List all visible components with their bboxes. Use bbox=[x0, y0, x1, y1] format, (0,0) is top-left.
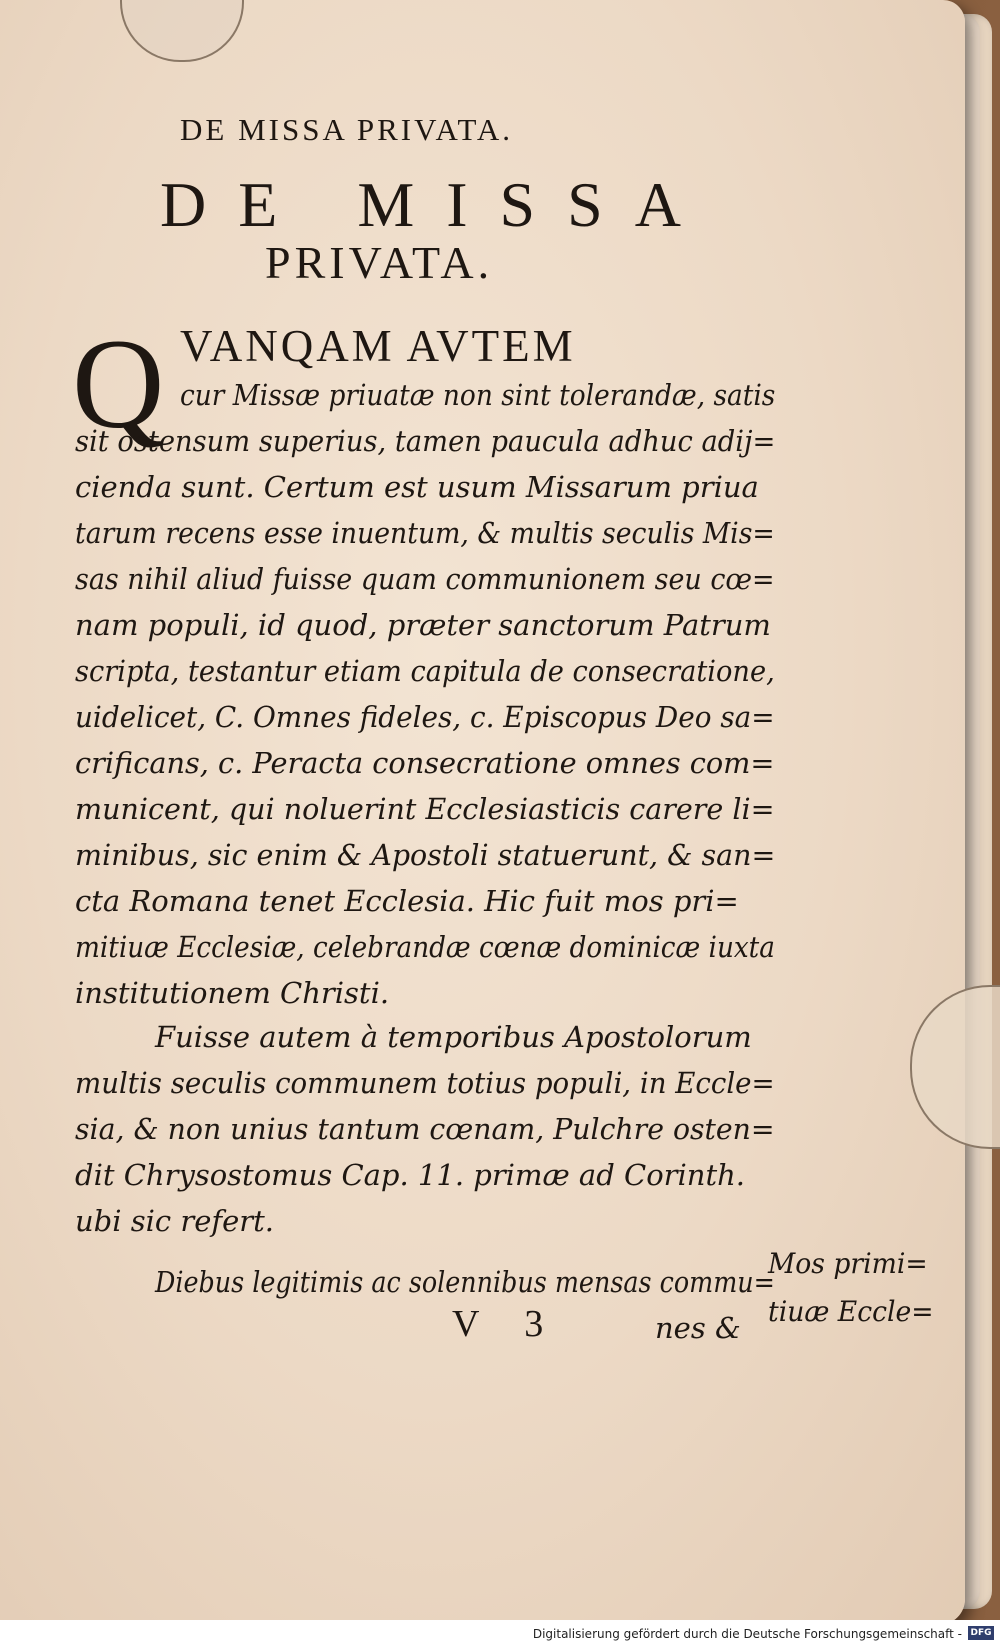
text-line: municent, qui noluerint Ecclesiasticis carere li= bbox=[75, 792, 775, 826]
text-line: mitiuæ Ecclesiæ, celebrandæ cœnæ dominicæ iuxta bbox=[75, 930, 775, 964]
text-line: nam populi, id quod, præter sanctorum Patrum bbox=[75, 608, 771, 642]
title-line-1: DE MISSA bbox=[160, 169, 713, 240]
text-line: dit Chrysostomus Cap. 11. primæ ad Corinth. bbox=[75, 1158, 746, 1192]
text-line: ubi sic refert. bbox=[75, 1204, 275, 1238]
footer-bar bbox=[0, 1620, 1000, 1644]
title-line-2: PRIVATA. bbox=[265, 237, 494, 288]
dfg-logo: DFG bbox=[968, 1626, 994, 1640]
text-line: sas nihil aliud fuisse quam communionem seu cœ= bbox=[75, 562, 775, 596]
signature-mark: V 3 bbox=[452, 1303, 562, 1345]
text-line: sit ostensum superius, tamen paucula adhuc adij= bbox=[75, 424, 776, 458]
text-line: cur Missæ priuatæ non sint tolerandæ, satis bbox=[180, 378, 776, 412]
text-line: uidelicet, C. Omnes fideles, c. Episcopus Deo sa= bbox=[75, 700, 775, 734]
text-line: Diebus legitimis ac solennibus mensas commu= bbox=[155, 1265, 775, 1299]
clip-holder-top bbox=[120, 0, 244, 62]
first-line: VANQAM AVTEM bbox=[180, 321, 576, 371]
text-line: scripta, testantur etiam capitula de consecratione, bbox=[75, 654, 775, 688]
text-line: minibus, sic enim & Apostoli statuerunt, & san= bbox=[75, 838, 776, 872]
text-line: tarum recens esse inuentum, & multis seculis Mis= bbox=[75, 516, 775, 550]
margin-note-line: Mos primi= bbox=[768, 1247, 928, 1280]
text-line: nes & bbox=[655, 1311, 741, 1345]
text-line: Fuisse autem à temporibus Apostolorum bbox=[155, 1020, 752, 1054]
text-line: cta Romana tenet Ecclesia. Hic fuit mos pri= bbox=[75, 884, 739, 918]
footer-credit: Digitalisierung gefördert durch die Deutsche Forschungsgemeinschaft - bbox=[532, 1627, 962, 1641]
drop-cap: Q bbox=[72, 313, 165, 455]
text-line: institutionem Christi. bbox=[75, 976, 390, 1010]
margin-note-line: tiuæ Eccle= bbox=[768, 1295, 934, 1328]
running-head: DE MISSA PRIVATA. bbox=[180, 112, 514, 147]
text-line: crificans, c. Peracta consecratione omnes com= bbox=[75, 746, 775, 780]
text-line: cienda sunt. Certum est usum Missarum priua bbox=[75, 470, 759, 504]
margin-note bbox=[768, 1240, 968, 1336]
text-line: multis seculis communem totius populi, in Eccle= bbox=[75, 1066, 775, 1100]
text-line: sia, & non unius tantum cœnam, Pulchre osten= bbox=[75, 1112, 775, 1146]
